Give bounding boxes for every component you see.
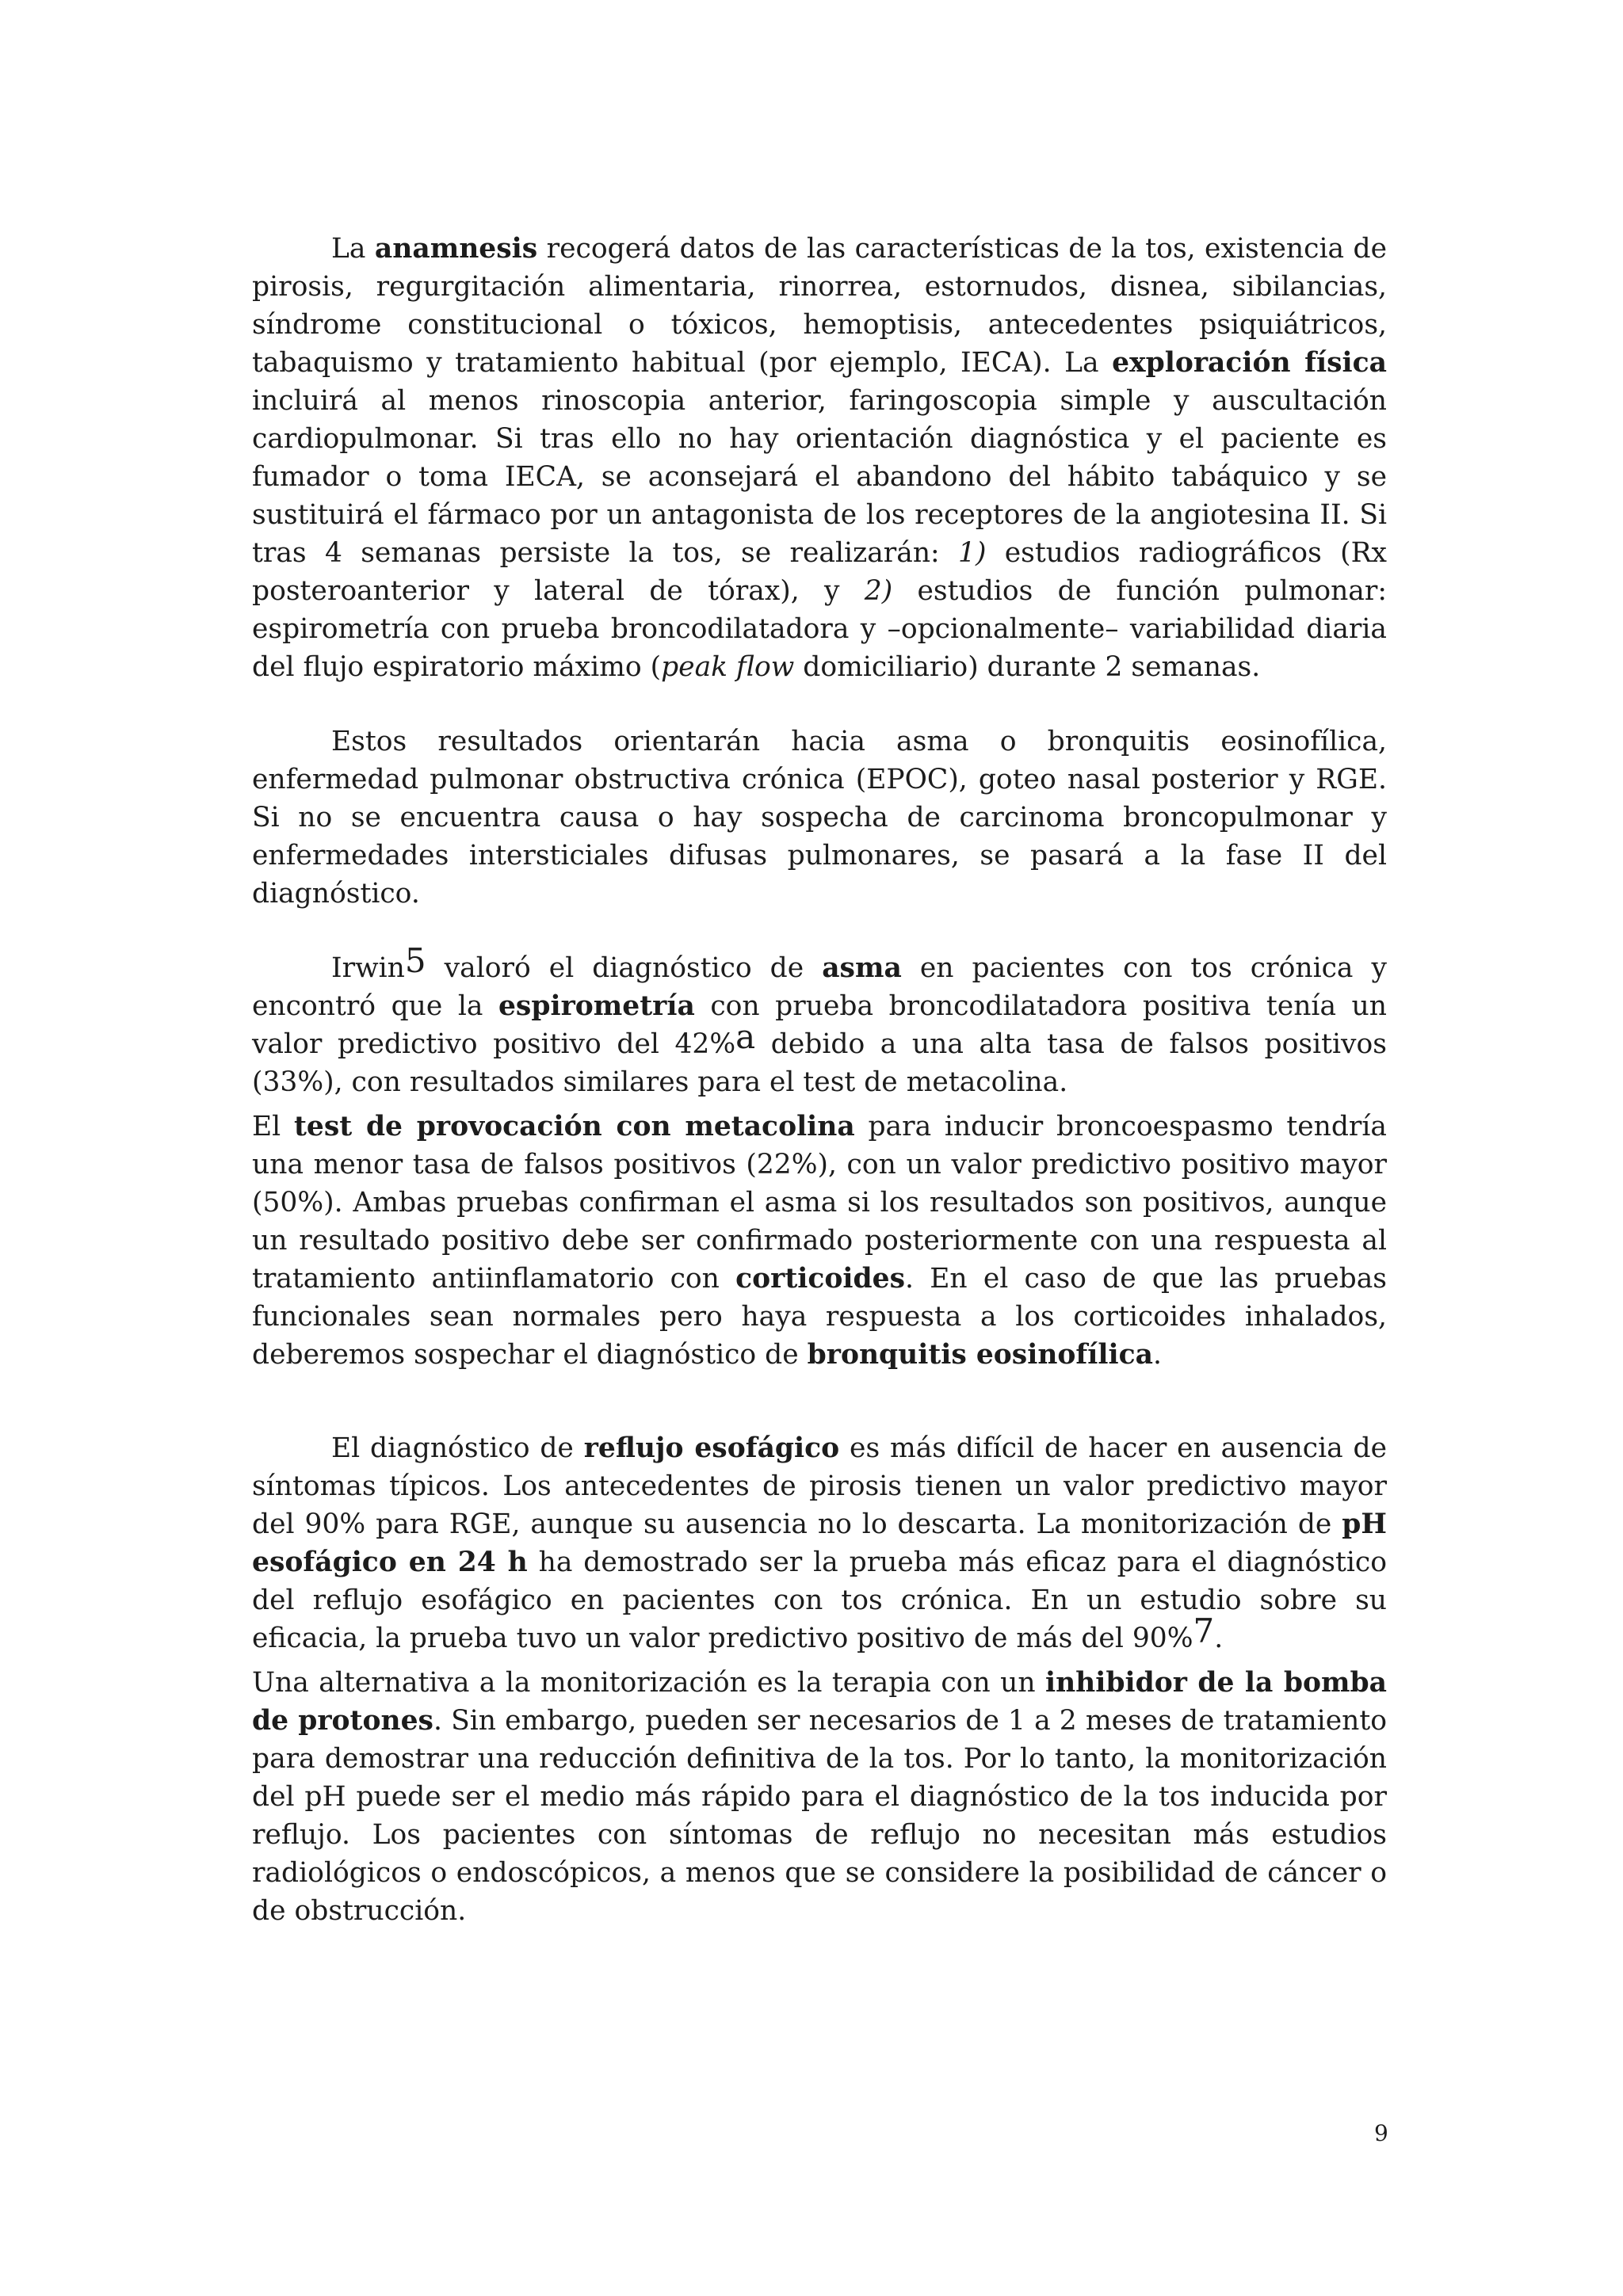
paragraph-resultados: [252, 723, 1387, 913]
text-run: incluirá al menos rinoscopia anterior, faringoscopia simple y auscultación cardiopulmonar. Si tras ello no hay orientación diagnóstica y el paciente es fumador o toma IECA, se aconsejará el abandono del hábito tabáquico y se sustituirá el fármaco por un antagonista de los receptores de la angiotesina II. Si tras 4 semanas persiste la tos, se realizarán:: [252, 385, 1387, 569]
paragraph-irwin: [252, 941, 1387, 1101]
page-number: 9: [1374, 2120, 1388, 2146]
bold-text: asma: [822, 952, 902, 984]
text-run: con prueba broncodilatadora positiva tenía un valor predictivo positivo del 42%: [252, 990, 1387, 1060]
text-run: para inducir broncoespasmo tendría una menor tasa de falsos positivos (22%), con un valor predictivo positivo mayor (50%). Ambas pruebas confirman el asma si los resultados son positivos, aunque un resultado positivo debe ser confirmado posteriormente con una respuesta al tratamiento antiinflamatorio con: [252, 1111, 1388, 1295]
text-run: El: [252, 1111, 294, 1142]
superscript-reference: 7: [1193, 1611, 1215, 1650]
text-run: recogerá datos de las características de la tos, existencia de pirosis, regurgitación alimentaria, rinorrea, estornudos, disnea, sibilancias, síndrome constitucional o tóxicos, hemoptisis, antecedentes psiquiátricos, tabaquismo y tratamiento habitual (por ejemplo, IECA). La: [252, 233, 1387, 379]
text-run: . Sin embargo, pueden ser necesarios de 1 a 2 meses de tratamiento para demostrar una reducción definitiva de la tos. Por lo tanto, la monitorización del pH puede ser el medio más rápido para el diagnóstico de la tos inducida por reflujo. Los pacientes con síntomas de reflujo no necesitan más estudios radiológicos o endoscópicos, a menos que se considere la posibilidad de cáncer o de obstrucción.: [252, 1705, 1387, 1927]
bold-text: reflujo esofágico: [583, 1432, 840, 1464]
bold-text: exploración física: [1112, 347, 1387, 379]
paragraph-metacolina: [252, 1108, 1387, 1374]
bold-text: inhibidor de la bomba de protones: [252, 1667, 1387, 1737]
superscript-reference: a: [735, 1017, 756, 1056]
bold-text: anamnesis: [374, 233, 538, 265]
bold-text: bronquitis eosinofílica: [807, 1339, 1153, 1371]
paragraph-reflujo: [252, 1429, 1387, 1657]
superscript-reference: 5: [404, 941, 426, 980]
text-run: debido a una alta tasa de falsos positivos (33%), con resultados similares para el test de metacolina.: [252, 1028, 1387, 1098]
document-body: [252, 230, 1387, 1930]
text-run: El diagnóstico de: [331, 1432, 584, 1464]
text-run: en pacientes con tos crónica y encontró que la: [252, 952, 1387, 1022]
italic-text: peak flow: [661, 651, 795, 683]
text-run: La: [331, 233, 375, 265]
text-run: domiciliario) durante 2 semanas.: [794, 651, 1261, 683]
bold-text: test de provocación con metacolina: [293, 1111, 855, 1142]
bold-text: espirometría: [498, 990, 695, 1022]
text-run: .: [1214, 1623, 1224, 1654]
text-run: estudios radiográficos (Rx posteroanterior y lateral de tórax), y: [252, 537, 1388, 607]
italic-text: 1): [958, 537, 987, 569]
text-run: Estos resultados orientarán hacia asma o bronquitis eosinofílica, enfermedad pulmonar obstructiva crónica (EPOC), goteo nasal posterior y RGE. Si no se encuentra causa o hay sospecha de carcinoma broncopulmonar y enfermedades intersticiales difusas pulmonares, se pasará a la fase II del diagnóstico.: [252, 726, 1387, 910]
bold-text: corticoides: [735, 1263, 906, 1295]
text-run: Irwin: [331, 952, 405, 984]
text-run: . En el caso de que las pruebas funcionales sean normales pero haya respuesta a los corticoides inhalados, deberemos sospechar el diagnóstico de: [252, 1263, 1387, 1371]
paragraph-alternativa: [252, 1664, 1387, 1930]
text-run: valoró el diagnóstico de: [426, 952, 823, 984]
text-run: ha demostrado ser la prueba más eficaz para el diagnóstico del reflujo esofágico en pacientes con tos crónica. En un estudio sobre su eficacia, la prueba tuvo un valor predictivo positivo de más del 90%: [252, 1547, 1387, 1654]
italic-text: 2): [864, 575, 893, 607]
text-run: Una alternativa a la monitorización es la terapia con un: [252, 1667, 1045, 1699]
bold-text: pH esofágico en 24 h: [252, 1508, 1387, 1578]
text-run: .: [1152, 1339, 1162, 1371]
text-run: estudios de función pulmonar: espirometría con prueba broncodilatadora y –opcionalmente– variabilidad diaria del flujo espiratorio máximo (: [252, 575, 1387, 683]
text-run: es más difícil de hacer en ausencia de síntomas típicos. Los antecedentes de pirosis tienen un valor predictivo mayor del 90% para RGE, aunque su ausencia no lo descarta. La monitorización de: [252, 1432, 1388, 1540]
paragraph-anamnesis: [252, 230, 1387, 686]
